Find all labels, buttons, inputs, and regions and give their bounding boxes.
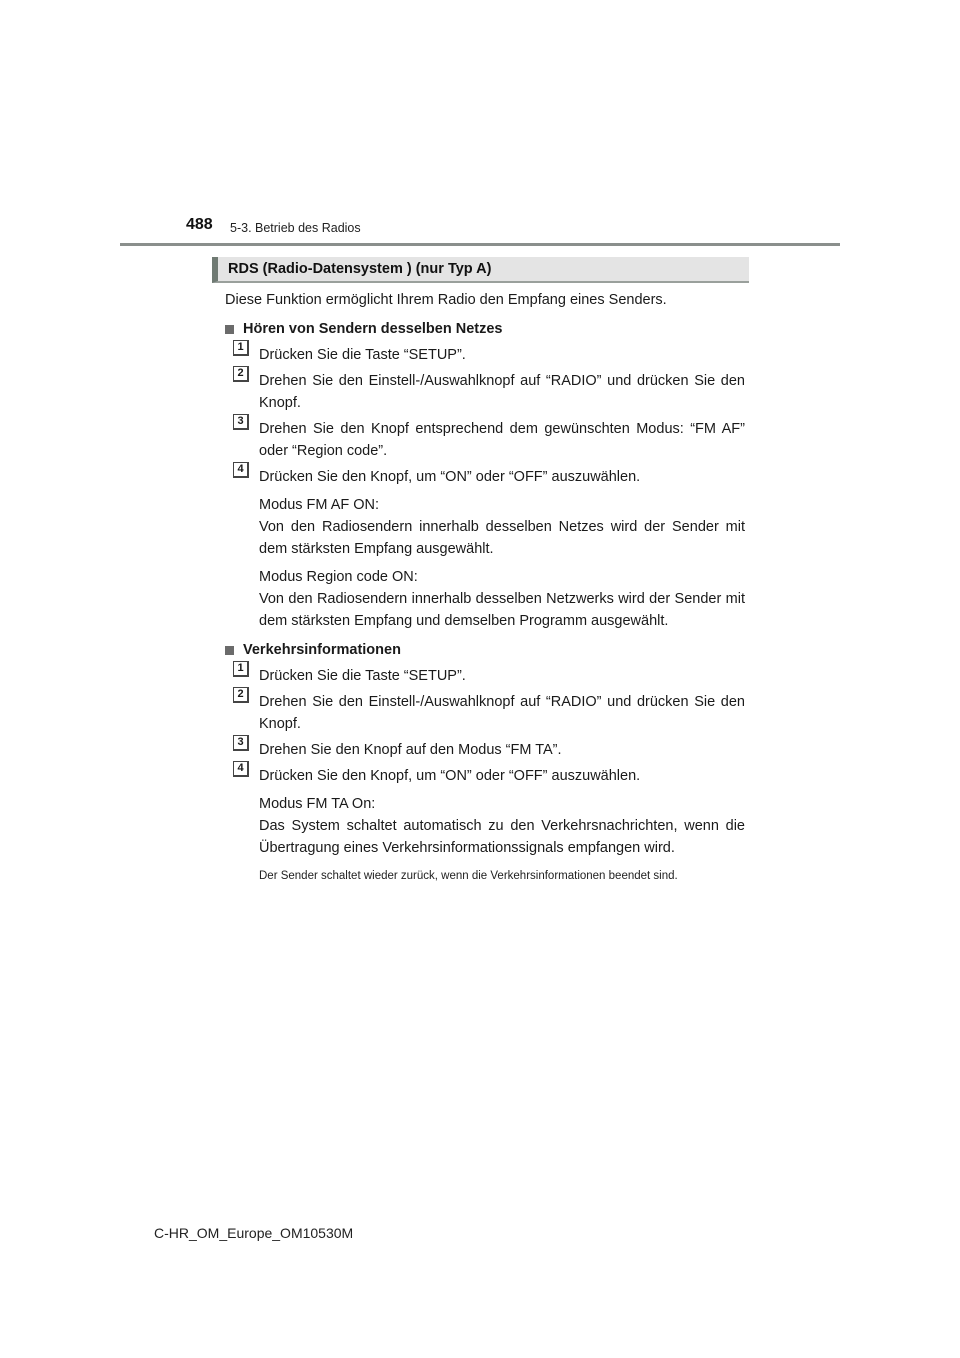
subheading-same-network (225, 318, 749, 340)
step-item (212, 688, 749, 735)
step-item (212, 762, 749, 787)
step-text: Drücken Sie die Taste “SETUP”. (259, 347, 466, 363)
square-bullet-icon (225, 646, 234, 655)
step-number-badge: 2 (233, 366, 249, 382)
page-content (212, 257, 749, 886)
step-item (212, 463, 749, 488)
step-text: Drücken Sie den Knopf, um “ON” oder “OFF” auszuwählen. (259, 469, 641, 485)
subheading-traffic-info (225, 639, 749, 661)
step-text: Drehen Sie den Einstell-/Auswahlknopf auf “RADIO” und drücken Sie den Knopf. (259, 694, 745, 732)
mode-title: Modus FM AF ON: (259, 497, 380, 513)
page-number: 488 (186, 216, 213, 233)
mode-title: Modus FM TA On: (259, 796, 376, 812)
square-bullet-icon (225, 325, 234, 334)
step-number-badge: 3 (233, 735, 249, 751)
step-item (212, 736, 749, 761)
mode-text: Das System schaltet automatisch zu den Verkehrsnachrichten, wenn die Übertragung eines Verkehrsinformationssignals empfangen wird. (259, 818, 745, 856)
step-item (212, 662, 749, 687)
section-intro: Diese Funktion ermöglicht Ihrem Radio den Empfang eines Senders. (225, 292, 667, 308)
step-text: Drücken Sie die Taste “SETUP”. (259, 668, 466, 684)
section-title: RDS (Radio-Datensystem ) (nur Typ A) (228, 261, 492, 277)
step-number-badge: 1 (233, 661, 249, 677)
subheading-label: Hören von Sendern desselben Netzes (243, 321, 503, 337)
step-number-badge: 4 (233, 462, 249, 478)
step-text: Drehen Sie den Knopf auf den Modus “FM TA”. (259, 742, 562, 758)
step-item (212, 367, 749, 414)
step-item (212, 341, 749, 366)
mode-description (212, 494, 749, 560)
mode-description (212, 793, 749, 859)
step-number-badge: 4 (233, 761, 249, 777)
mode-description (212, 566, 749, 632)
mode-title: Modus Region code ON: (259, 569, 418, 585)
step-number-badge: 2 (233, 687, 249, 703)
footer-doc-code: C-HR_OM_Europe_OM10530M (154, 1225, 354, 1241)
step-text: Drehen Sie den Knopf entsprechend dem gewünschten Modus: “FM AF” oder “Region code”. (259, 421, 745, 459)
note-text: Der Sender schaltet wieder zurück, wenn die Verkehrsinformationen beendet sind. (259, 870, 678, 882)
step-number-badge: 3 (233, 414, 249, 430)
mode-text: Von den Radiosendern innerhalb desselben Netzes wird der Sender mit dem stärksten Empfang ausgewählt. (259, 519, 745, 557)
step-number-badge: 1 (233, 340, 249, 356)
header-rule (120, 243, 840, 246)
section-heading (212, 257, 749, 283)
step-text: Drücken Sie den Knopf, um “ON” oder “OFF” auszuwählen. (259, 768, 641, 784)
chapter-title: 5-3. Betrieb des Radios (230, 221, 361, 235)
subheading-label: Verkehrsinformationen (243, 642, 401, 658)
step-text: Drehen Sie den Einstell-/Auswahlknopf auf “RADIO” und drücken Sie den Knopf. (259, 373, 745, 411)
mode-text: Von den Radiosendern innerhalb desselben Netzwerks wird der Sender mit dem stärksten Empfang und demselben Programm ausgewählt. (259, 591, 745, 629)
step-item (212, 415, 749, 462)
